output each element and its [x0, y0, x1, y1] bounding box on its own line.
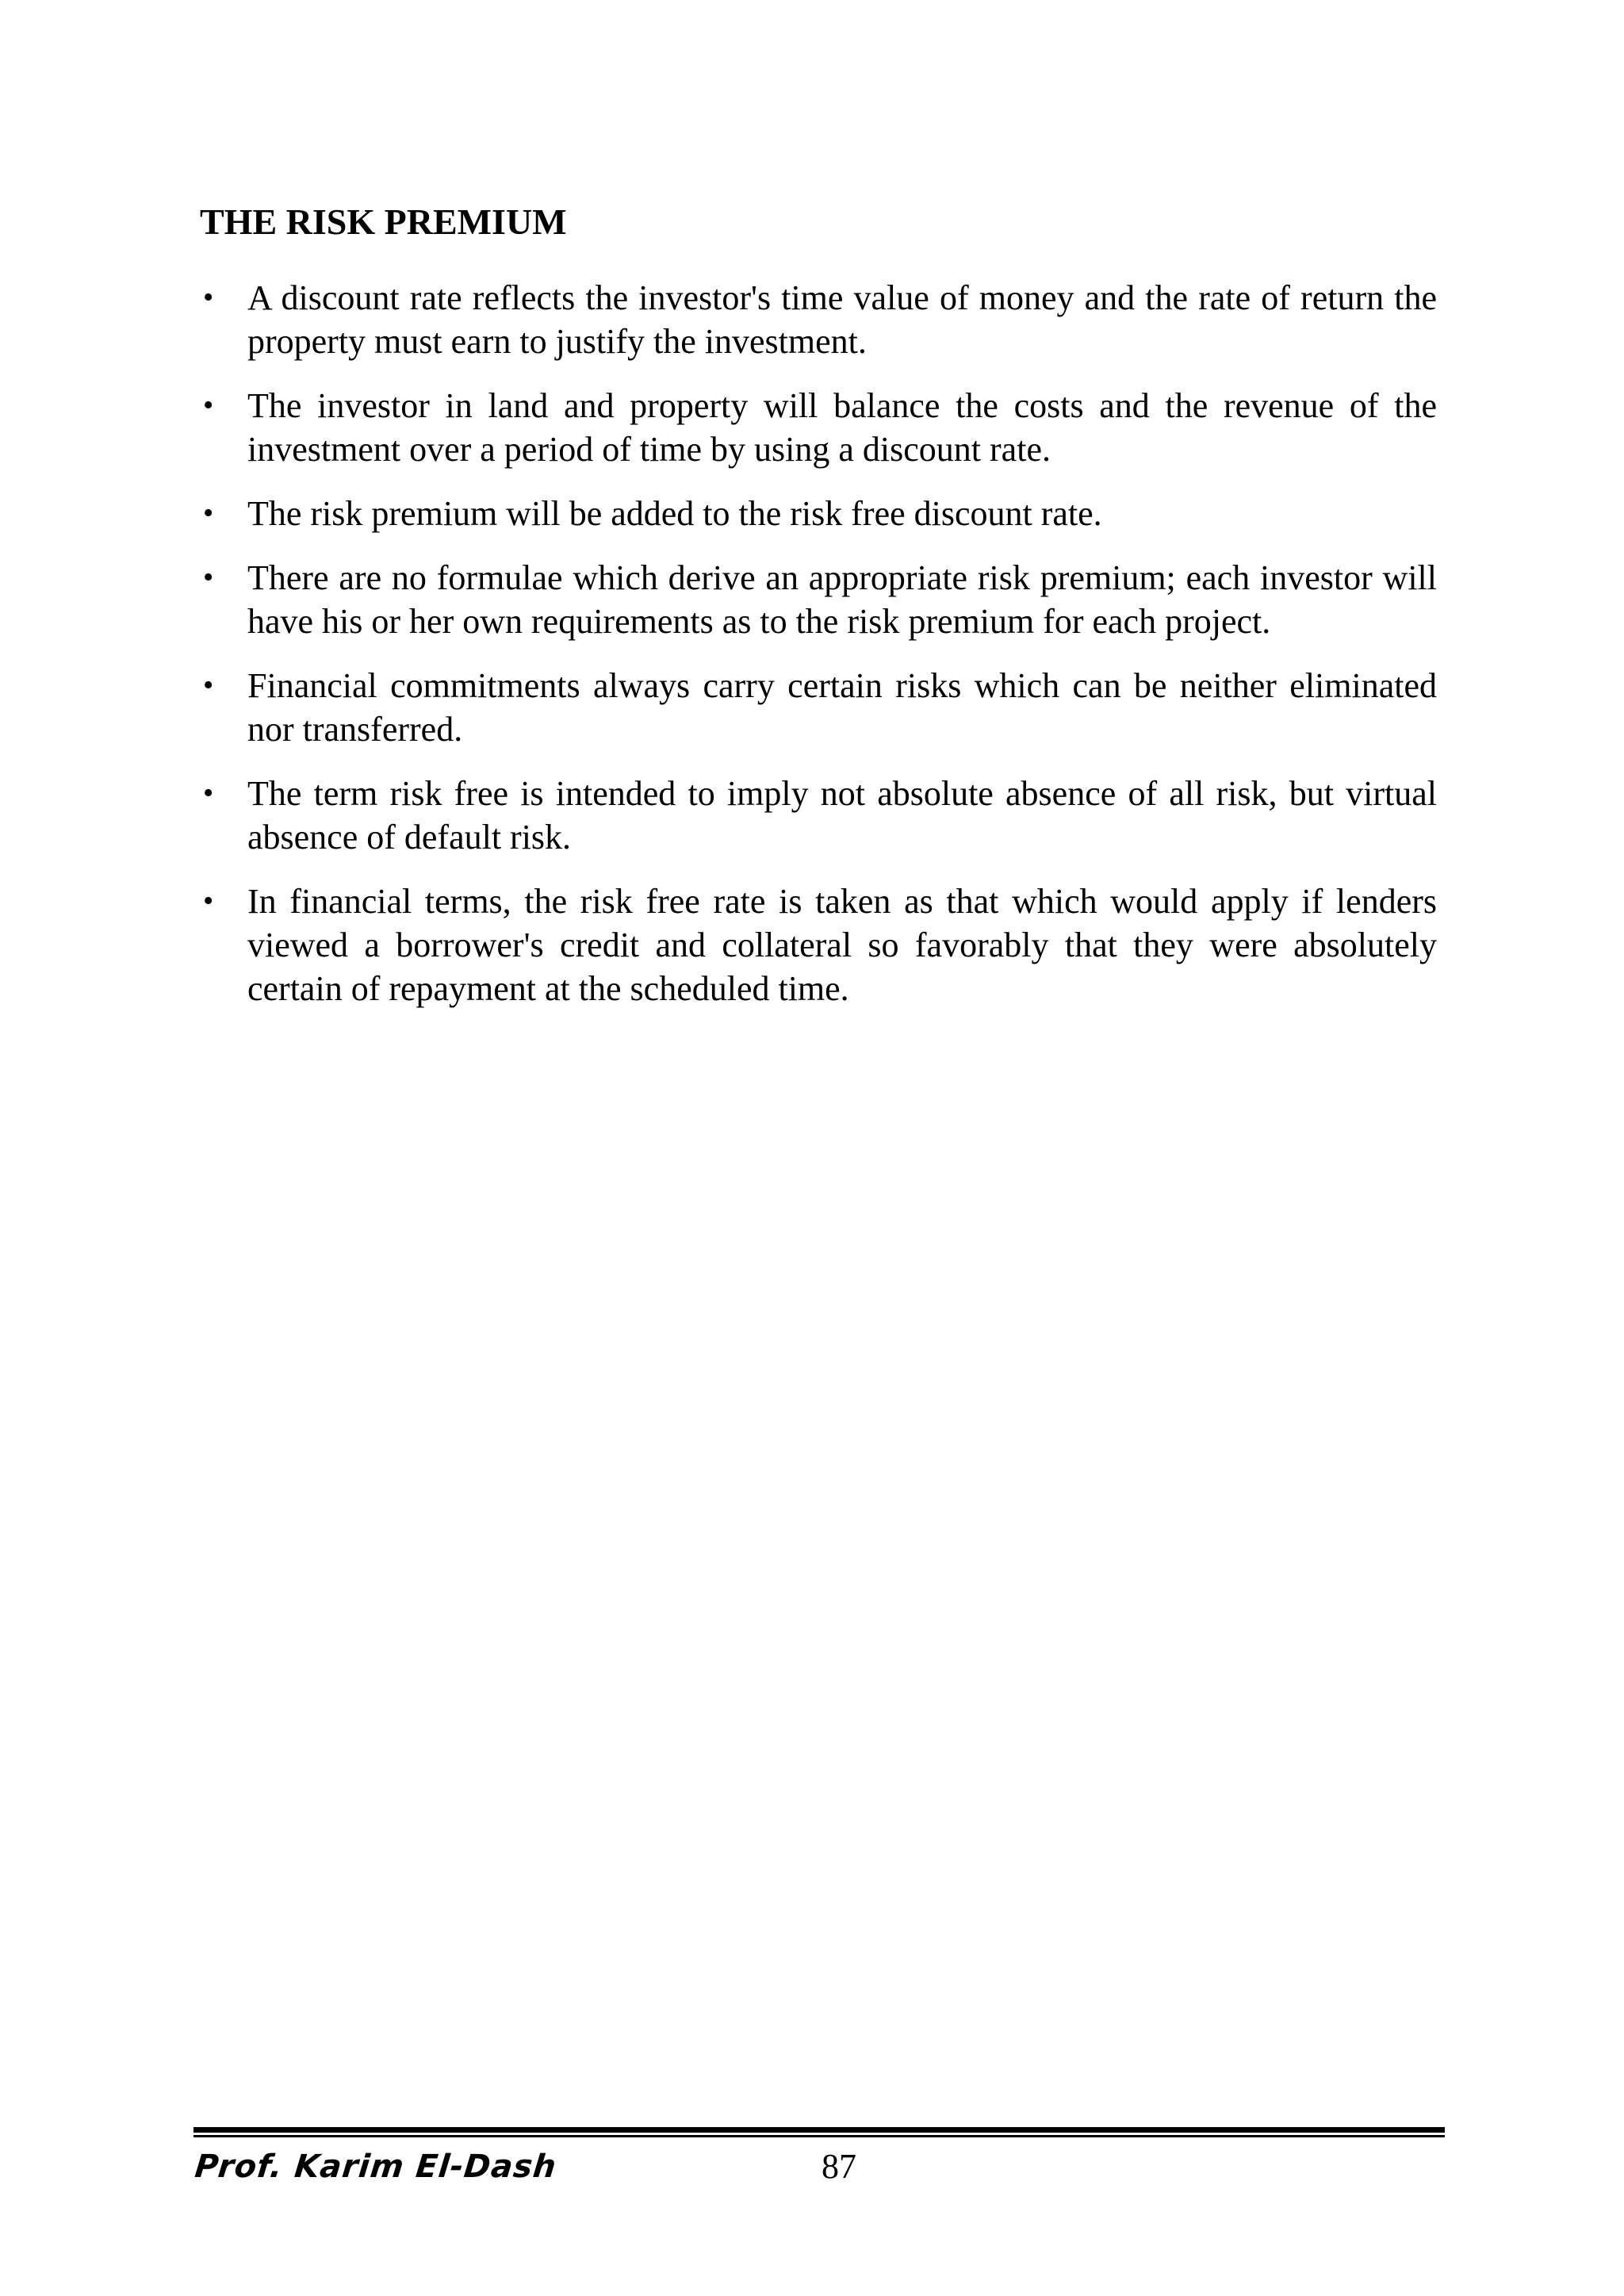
footer-divider-thin [193, 2135, 1445, 2137]
bullet-icon: • [203, 496, 214, 530]
list-item [200, 492, 1437, 535]
list-item [200, 556, 1437, 643]
footer-divider-thick [193, 2127, 1445, 2133]
page-number: 87 [822, 2147, 856, 2186]
section-heading: THE RISK PREMIUM [200, 201, 567, 242]
list-item [200, 276, 1437, 363]
bullet-text: The term risk free is intended to imply not absolute absence of all risk, but virtual absence of default risk. [247, 774, 1437, 857]
footer-author: Prof. Karim El-Dash [193, 2148, 559, 2185]
bullet-text: There are no formulae which derive an appropriate risk premium; each investor will have his or her own requirements as to the risk premium for each project. [247, 558, 1437, 641]
bullet-icon: • [203, 561, 214, 594]
list-item [200, 880, 1437, 1010]
bullet-text: A discount rate reflects the investor's time value of money and the rate of return the property must earn to justify the investment. [247, 278, 1437, 361]
bullet-text: The investor in land and property will balance the costs and the revenue of the investment over a period of time by using a discount rate. [247, 386, 1437, 469]
bullet-icon: • [203, 281, 214, 314]
bullet-icon: • [203, 389, 214, 422]
bullet-icon: • [203, 776, 214, 810]
list-item [200, 384, 1437, 471]
bullet-icon: • [203, 669, 214, 702]
list-item [200, 772, 1437, 859]
list-item [200, 664, 1437, 751]
bullet-list [200, 276, 1437, 1031]
bullet-icon: • [203, 884, 214, 918]
bullet-text: In financial terms, the risk free rate is taken as that which would apply if lenders viewed a borrower's credit and collateral so favorably that they were absolutely certain of repayment at the scheduled time. [247, 882, 1437, 1008]
bullet-text: The risk premium will be added to the risk free discount rate. [247, 494, 1102, 533]
bullet-text: Financial commitments always carry certain risks which can be neither eliminated nor transferred. [247, 666, 1437, 749]
